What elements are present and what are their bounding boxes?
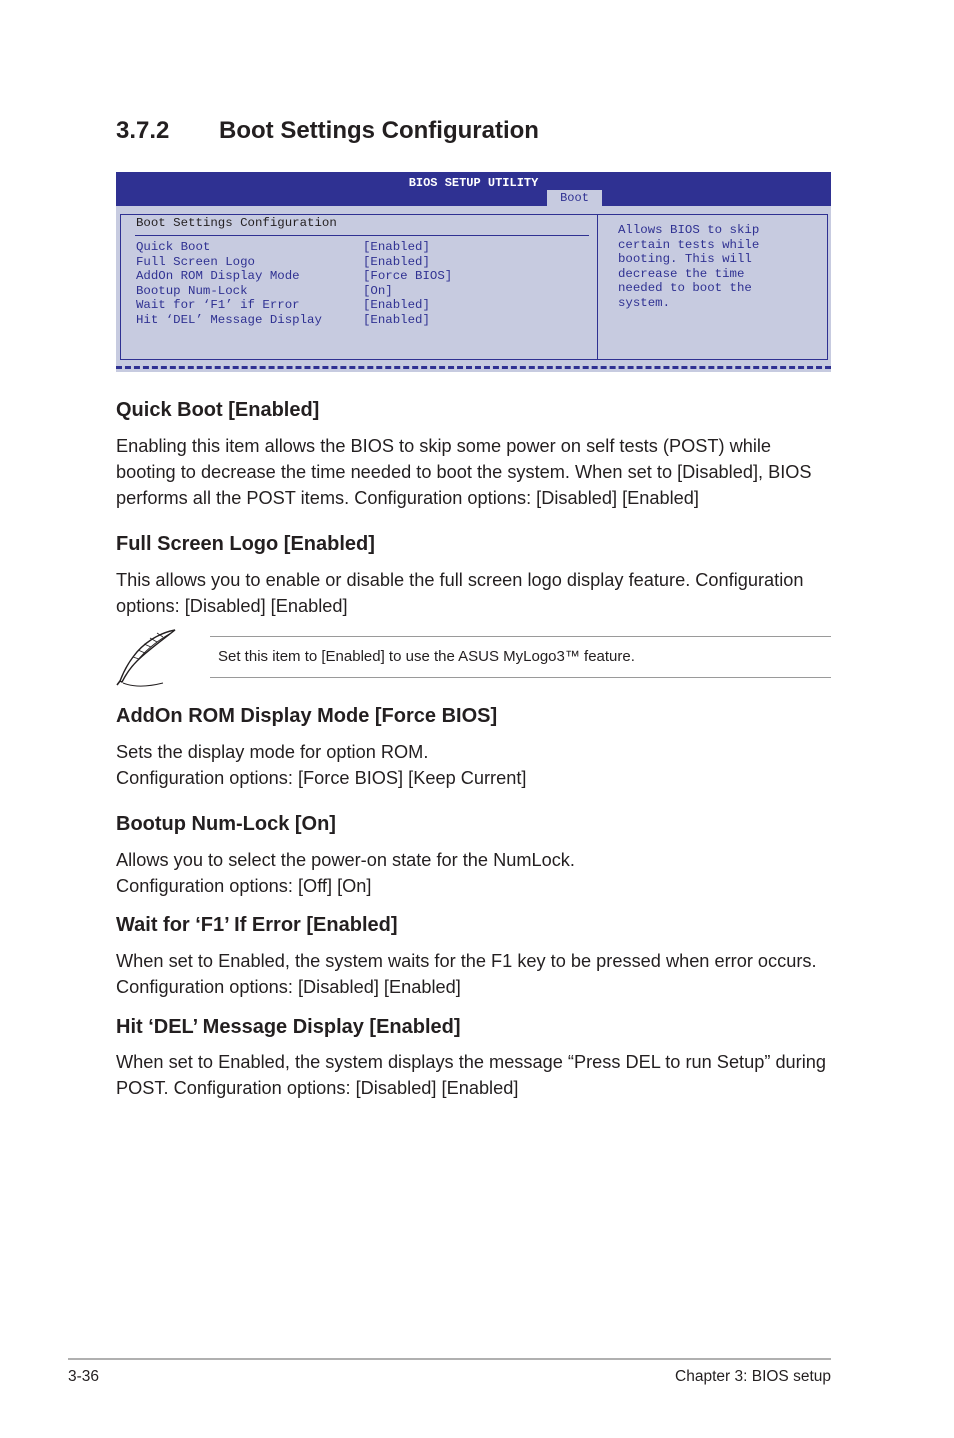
section-title bbox=[116, 117, 539, 145]
bios-help-panel bbox=[597, 214, 828, 360]
section-title-text: Boot Settings Configuration bbox=[219, 117, 539, 144]
bios-item-value: [Enabled] bbox=[363, 240, 430, 254]
note-text: Set this item to [Enabled] to use the ASUS MyLogo3™ feature. bbox=[218, 648, 635, 665]
bios-item-label: Hit ‘DEL’ Message Display bbox=[136, 312, 322, 327]
bios-settings-panel bbox=[120, 214, 598, 360]
bios-item-label: Bootup Num-Lock bbox=[136, 283, 248, 298]
bios-item-label: AddOn ROM Display Mode bbox=[136, 269, 300, 283]
heading-wait-for-f1: Wait for ‘F1’ If Error [Enabled] bbox=[116, 914, 398, 936]
bios-item-addon-rom-display-mode[interactable] bbox=[136, 269, 453, 284]
bios-bottom-dashes bbox=[116, 366, 831, 369]
bios-title: BIOS SETUP UTILITY bbox=[408, 176, 539, 190]
quill-pen-icon bbox=[113, 627, 179, 687]
body-full-screen-logo: This allows you to enable or disable the full screen logo display feature. Configuration options: [Disabled] [Enabled] bbox=[116, 570, 804, 616]
note-box bbox=[210, 636, 831, 678]
bios-item-quick-boot[interactable] bbox=[136, 240, 430, 255]
bios-item-value: [Enabled] bbox=[363, 254, 430, 269]
heading-quick-boot: Quick Boot [Enabled] bbox=[116, 399, 320, 421]
bios-screenshot bbox=[116, 172, 831, 372]
body-quick-boot: Enabling this item allows the BIOS to skip some power on self tests (POST) while booting to decrease the time needed to boot the system. When set to [Disabled], BIOS performs all the POST items. Configuration options: [Disabled] [Enabled] bbox=[116, 436, 812, 508]
heading-bootup-num-lock: Bootup Num-Lock [On] bbox=[116, 813, 336, 835]
body-hit-del-message: When set to Enabled, the system displays the message “Press DEL to run Setup” during POST. Configuration options: [Disabled] [Enabled] bbox=[116, 1052, 827, 1098]
bios-item-label: Quick Boot bbox=[136, 240, 211, 254]
section-number: 3.7.2 bbox=[116, 117, 170, 144]
bios-tab-boot[interactable]: Boot bbox=[547, 190, 602, 206]
bios-item-value: [Enabled] bbox=[363, 312, 430, 327]
bios-item-value: [Enabled] bbox=[363, 298, 430, 312]
bios-item-wait-for-f1[interactable] bbox=[136, 298, 430, 313]
bios-item-label: Wait for ‘F1’ if Error bbox=[136, 298, 300, 312]
bios-divider bbox=[135, 235, 589, 236]
bios-panel-title: Boot Settings Configuration bbox=[136, 216, 337, 230]
bios-help-text: Allows BIOS to skip certain tests while booting. This will decrease the time needed to boot the system. bbox=[618, 223, 760, 310]
heading-hit-del-message: Hit ‘DEL’ Message Display [Enabled] bbox=[116, 1016, 461, 1038]
chapter-label: Chapter 3: BIOS setup bbox=[675, 1368, 831, 1385]
bios-item-full-screen-logo[interactable] bbox=[136, 254, 430, 270]
bios-item-label: Full Screen Logo bbox=[136, 254, 255, 269]
bios-item-value: [On] bbox=[363, 283, 393, 298]
heading-addon-rom: AddOn ROM Display Mode [Force BIOS] bbox=[116, 705, 498, 727]
body-bootup-num-lock: Allows you to select the power-on state for the NumLock. Configuration options: [Off] [On] bbox=[116, 850, 575, 896]
body-wait-for-f1: When set to Enabled, the system waits for the F1 key to be pressed when error occurs. Configuration options: [Disabled] [Enabled] bbox=[116, 951, 817, 997]
body-addon-rom: Sets the display mode for option ROM. Configuration options: [Force BIOS] [Keep Current] bbox=[116, 742, 527, 788]
page-number: 3-36 bbox=[68, 1368, 100, 1385]
heading-full-screen-logo: Full Screen Logo [Enabled] bbox=[116, 533, 375, 555]
bios-item-value: [Force BIOS] bbox=[363, 269, 453, 283]
bios-item-hit-del-message[interactable] bbox=[136, 312, 430, 328]
bios-item-bootup-num-lock[interactable] bbox=[136, 283, 393, 299]
bios-header-bar bbox=[116, 172, 831, 206]
footer-divider bbox=[68, 1358, 831, 1360]
